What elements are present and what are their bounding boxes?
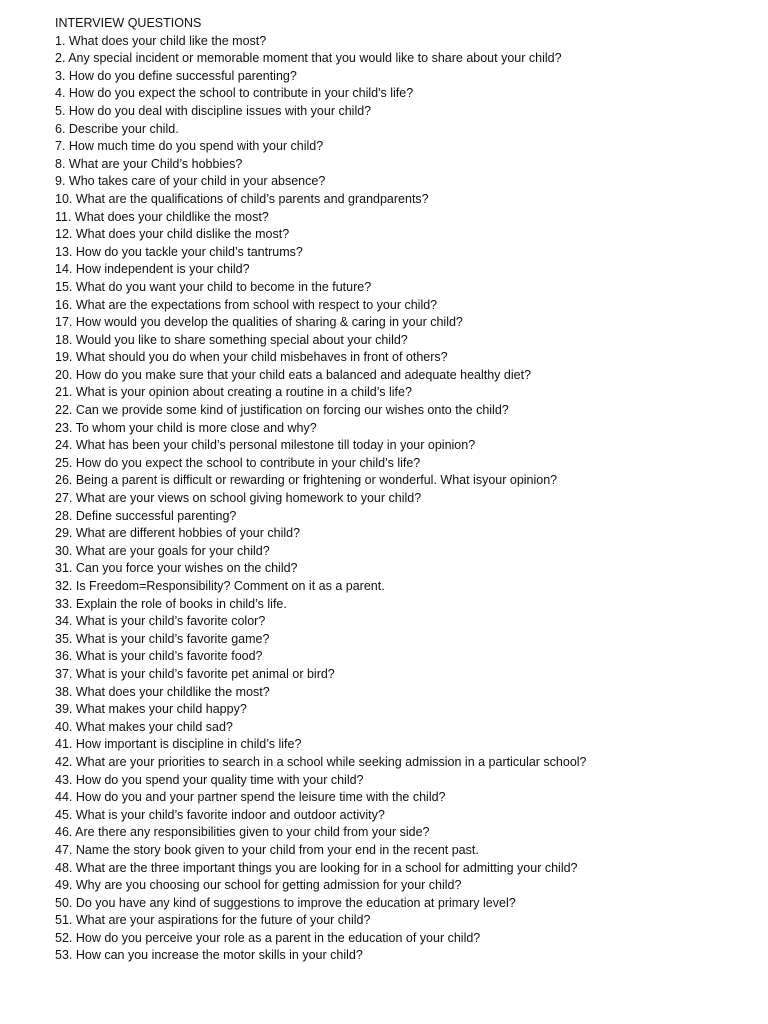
question-item: 29. What are different hobbies of your child? [55, 526, 301, 541]
question-item: 50. Do you have any kind of suggestions to improve the education at primary level? [55, 895, 516, 910]
question-item: 12. What does your child dislike the most? [55, 227, 290, 242]
question-item: 15. What do you want your child to become in the future? [55, 279, 372, 294]
question-item: 18. Would you like to share something special about your child? [55, 332, 408, 347]
question-item: 22. Can we provide some kind of justification on forcing our wishes onto the child? [55, 403, 509, 418]
question-item: 34. What is your child’s favorite color? [55, 614, 266, 629]
question-item: 20. How do you make sure that your child eats a balanced and adequate healthy diet? [55, 367, 532, 382]
question-item: 48. What are the three important things you are looking for in a school for admitting your child? [55, 860, 578, 875]
question-item: 25. How do you expect the school to contribute in your child’s life? [55, 455, 421, 470]
question-item: 6. Describe your child. [55, 121, 179, 136]
question-item: 7. How much time do you spend with your child? [55, 139, 324, 154]
question-item: 3. How do you define successful parenting? [55, 68, 297, 83]
question-item: 10. What are the qualifications of child’s parents and grandparents? [55, 191, 429, 206]
question-item: 40. What makes your child sad? [55, 719, 233, 734]
question-item: 23. To whom your child is more close and why? [55, 420, 317, 435]
document-title: INTERVIEW QUESTIONS [55, 16, 202, 30]
question-item: 35. What is your child’s favorite game? [55, 631, 270, 646]
question-item: 16. What are the expectations from school with respect to your child? [55, 297, 438, 312]
question-item: 27. What are your views on school giving homework to your child? [55, 491, 422, 506]
document-page [55, 15, 755, 965]
question-list [55, 33, 755, 965]
question-item: 41. How important is discipline in child’s life? [55, 737, 302, 752]
question-item: 24. What has been your child’s personal milestone till today in your opinion? [55, 438, 476, 453]
question-item: 46. Are there any responsibilities given to your child from your side? [55, 825, 430, 840]
question-item: 42. What are your priorities to search in a school while seeking admission in a particular school? [55, 754, 587, 769]
question-item: 17. How would you develop the qualities of sharing & caring in your child? [55, 315, 463, 330]
question-item: 14. How independent is your child? [55, 262, 250, 277]
question-item: 47. Name the story book given to your child from your end in the recent past. [55, 842, 479, 857]
question-item: 33. Explain the role of books in child’s life. [55, 596, 287, 611]
question-item: 37. What is your child’s favorite pet animal or bird? [55, 666, 335, 681]
question-item: 13. How do you tackle your child’s tantrums? [55, 244, 303, 259]
question-item: 4. How do you expect the school to contribute in your child's life? [55, 86, 414, 101]
question-item: 26. Being a parent is difficult or rewarding or frightening or wonderful. What isyour opinion? [55, 473, 558, 488]
question-item: 19. What should you do when your child misbehaves in front of others? [55, 350, 448, 365]
question-item: 44. How do you and your partner spend the leisure time with the child? [55, 790, 446, 805]
question-item: 39. What makes your child happy? [55, 702, 247, 717]
question-item: 21. What is your opinion about creating a routine in a child’s life? [55, 385, 412, 400]
question-item: 45. What is your child’s favorite indoor and outdoor activity? [55, 807, 385, 822]
question-item: 53. How can you increase the motor skills in your child? [55, 948, 363, 963]
question-item: 49. Why are you choosing our school for getting admission for your child? [55, 878, 462, 893]
question-item: 51. What are your aspirations for the future of your child? [55, 913, 371, 928]
question-item: 8. What are your Child’s hobbies? [55, 156, 243, 171]
question-item: 52. How do you perceive your role as a parent in the education of your child? [55, 930, 481, 945]
question-item: 28. Define successful parenting? [55, 508, 237, 523]
question-item: 1. What does your child like the most? [55, 33, 267, 48]
question-item: 11. What does your childlike the most? [55, 209, 269, 224]
question-item: 43. How do you spend your quality time with your child? [55, 772, 364, 787]
question-item: 36. What is your child’s favorite food? [55, 649, 263, 664]
question-item: 38. What does your childlike the most? [55, 684, 270, 699]
question-item: 31. Can you force your wishes on the child? [55, 561, 298, 576]
question-item: 9. Who takes care of your child in your absence? [55, 174, 326, 189]
question-item: 2. Any special incident or memorable moment that you would like to share about your child? [55, 51, 562, 66]
question-item: 30. What are your goals for your child? [55, 543, 270, 558]
question-item: 32. Is Freedom=Responsibility? Comment on it as a parent. [55, 579, 385, 593]
question-item: 5. How do you deal with discipline issues with your child? [55, 103, 372, 118]
